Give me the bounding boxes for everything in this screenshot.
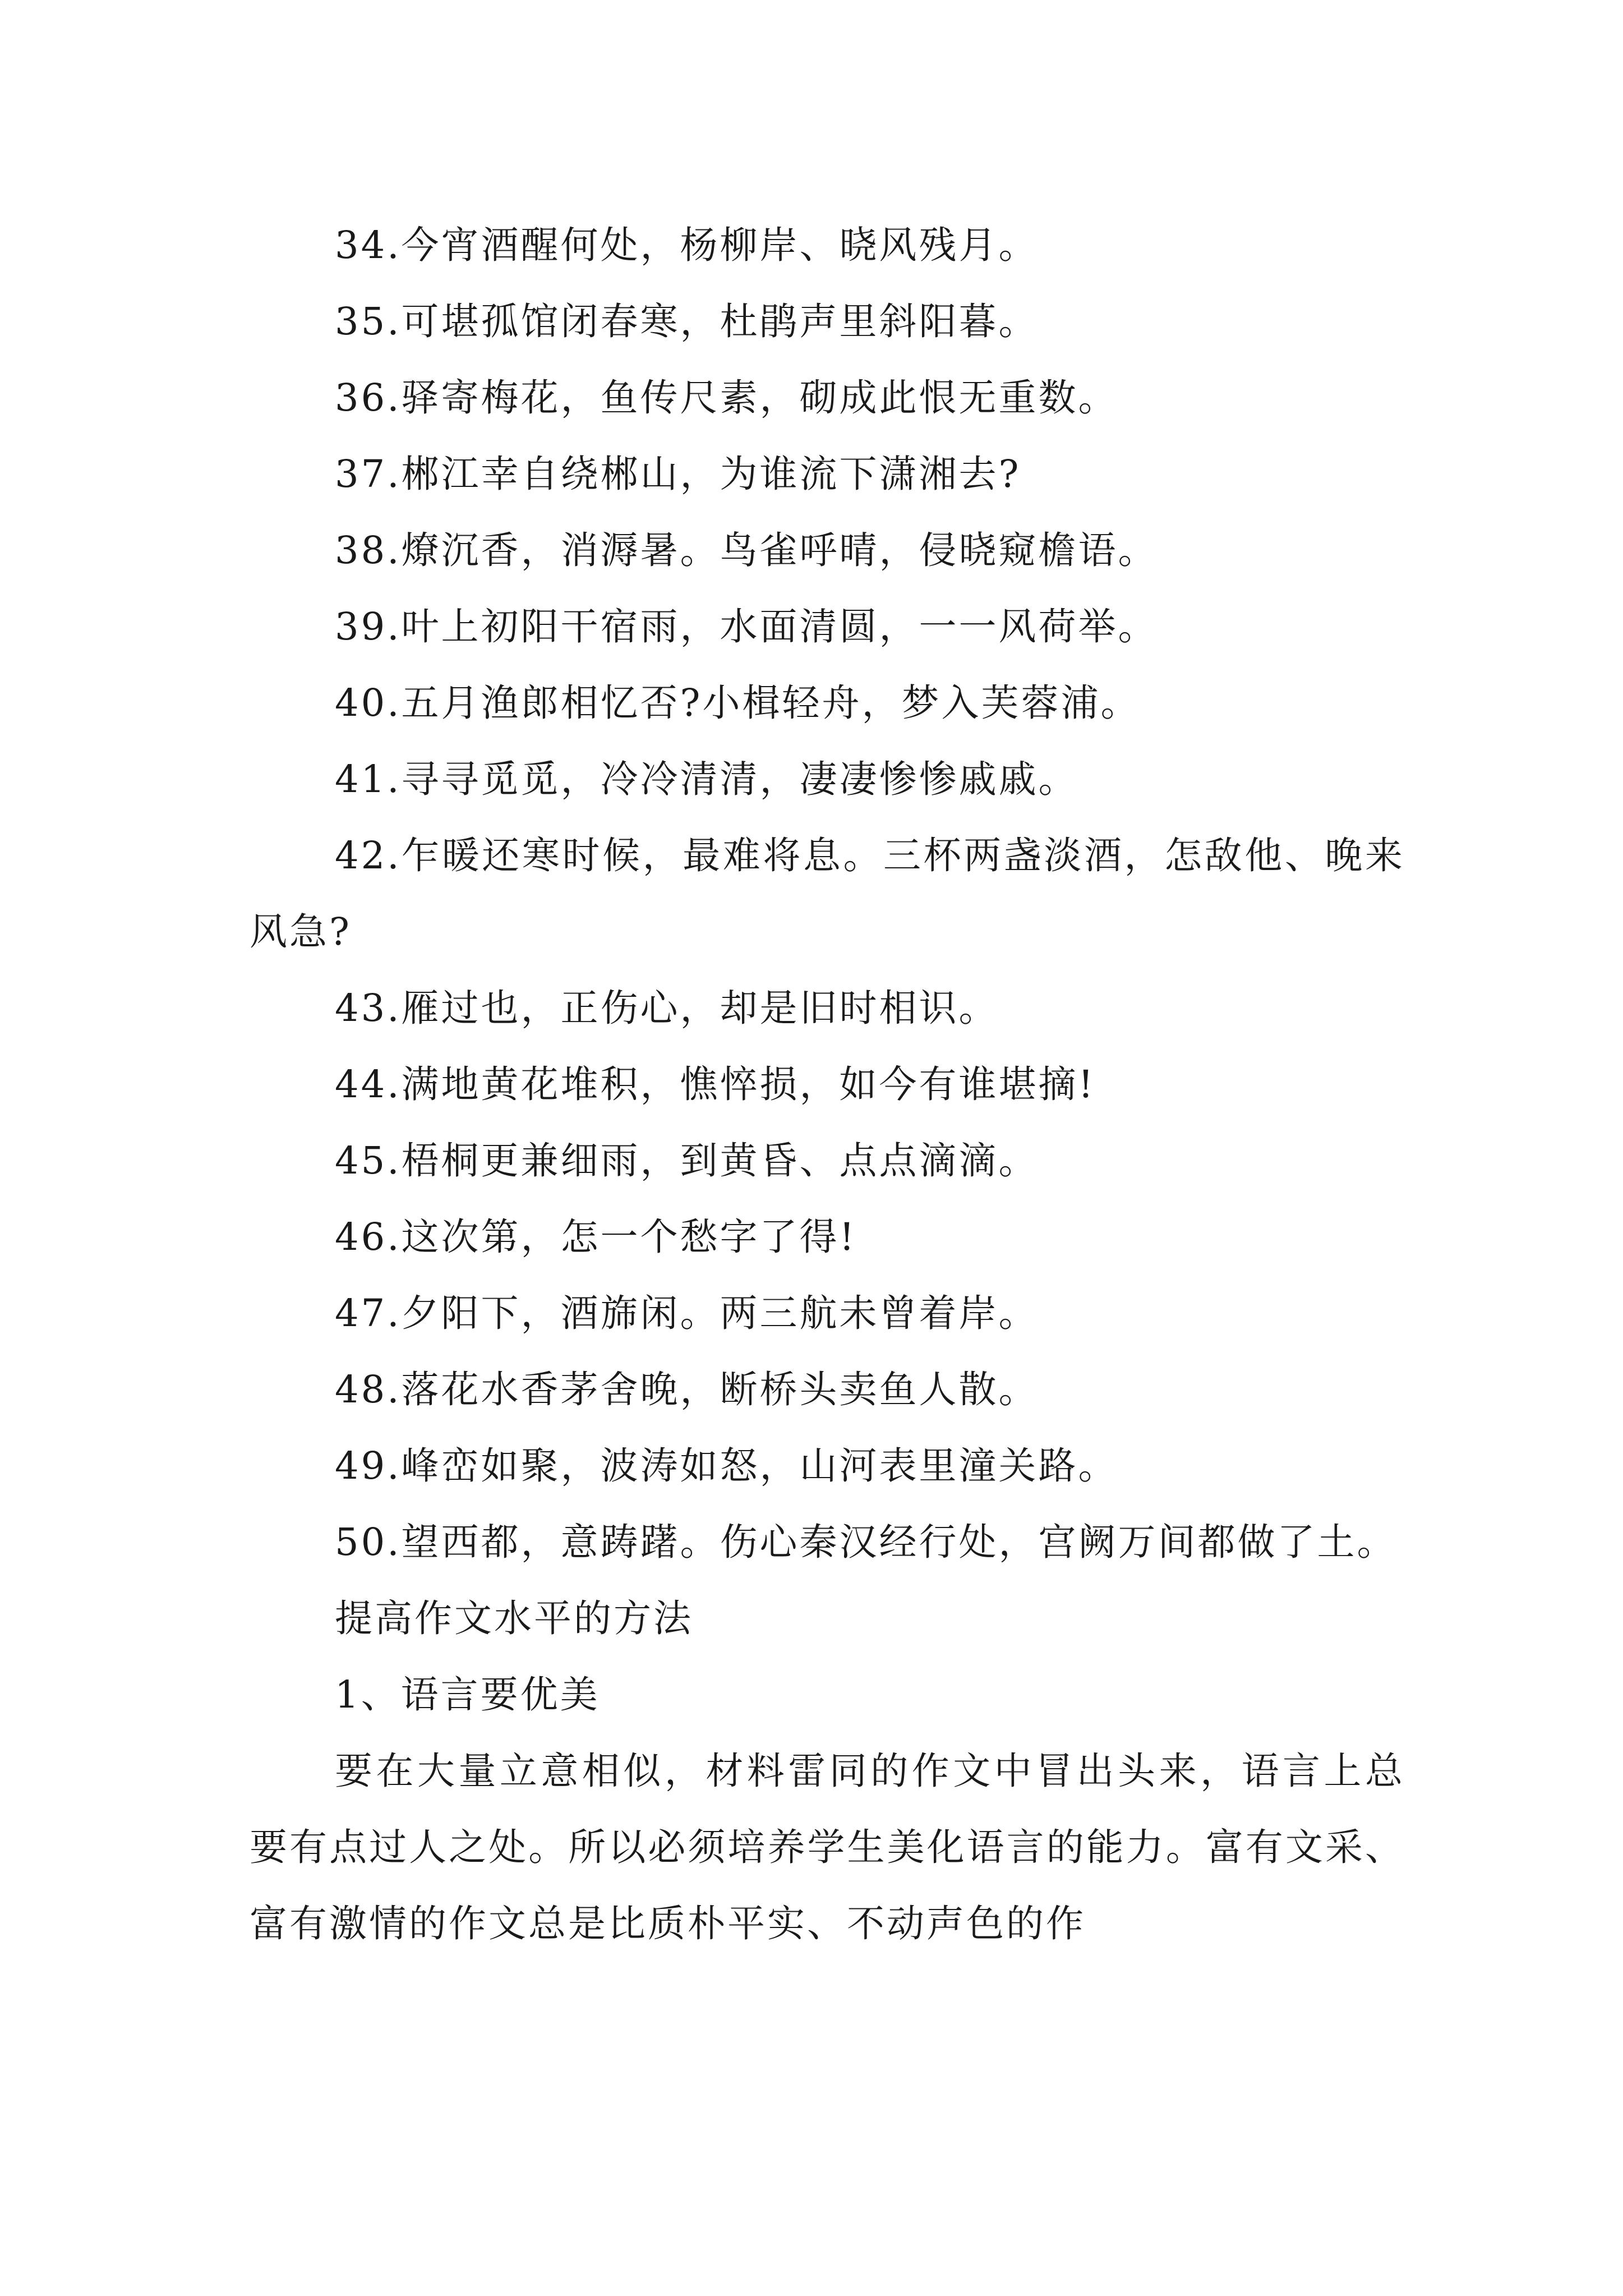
- poem-line-35: 35.可堪孤馆闭春寒，杜鹃声里斜阳暮。: [335, 300, 1039, 343]
- poem-line-37: 37.郴江幸自绕郴山，为谁流下潇湘去?: [335, 452, 1021, 496]
- body-paragraph: 要在大量立意相似，材料雷同的作文中冒出头来，语言上总要有点过人之处。所以必须培养学生美化语言的能力。富有文采、富有激情的作文总是比质朴平实、不动声色的作: [250, 1749, 1405, 1945]
- subsection-heading: 1、语言要优美: [335, 1673, 600, 1717]
- poem-line-47: 47.夕阳下，酒旆闲。两三航未曾着岸。: [335, 1291, 1039, 1335]
- poem-line-40: 40.五月渔郎相忆否?小楫轻舟，梦入芙蓉浦。: [335, 681, 1141, 725]
- poem-line-39: 39.叶上初阳干宿雨，水面清圆，一一风荷举。: [335, 605, 1158, 648]
- poem-line-41: 41.寻寻觅觅，冷冷清清，凄凄惨惨戚戚。: [335, 757, 1078, 801]
- poem-line-44: 44.满地黄花堆积，憔悴损，如今有谁堪摘!: [335, 1062, 1096, 1106]
- poem-line-38: 38.燎沉香，消溽暑。鸟雀呼晴，侵晓窥檐语。: [335, 528, 1158, 572]
- poem-line-34: 34.今宵酒醒何处，杨柳岸、晓风残月。: [335, 223, 1039, 267]
- section-heading: 提高作文水平的方法: [335, 1596, 693, 1640]
- document-body: [250, 207, 1405, 1962]
- poem-line-36: 36.驿寄梅花，鱼传尺素，砌成此恨无重数。: [335, 376, 1118, 420]
- poem-line-48: 48.落花水香茅舍晚，断桥头卖鱼人散。: [335, 1368, 1039, 1411]
- poem-line-50: 50.望西都，意踌躇。伤心秦汉经行处，宫阙万间都做了土。: [335, 1520, 1397, 1564]
- poem-line-42: 42.乍暖还寒时候，最难将息。三杯两盏淡酒，怎敌他、晚来风急?: [250, 834, 1405, 954]
- poem-line-46: 46.这次第，怎一个愁字了得!: [335, 1215, 857, 1259]
- poem-line-43: 43.雁过也，正伤心，却是旧时相识。: [335, 986, 999, 1030]
- poem-line-45: 45.梧桐更兼细雨，到黄昏、点点滴滴。: [335, 1139, 1039, 1182]
- poem-line-49: 49.峰峦如聚，波涛如怒，山河表里潼关路。: [335, 1444, 1118, 1488]
